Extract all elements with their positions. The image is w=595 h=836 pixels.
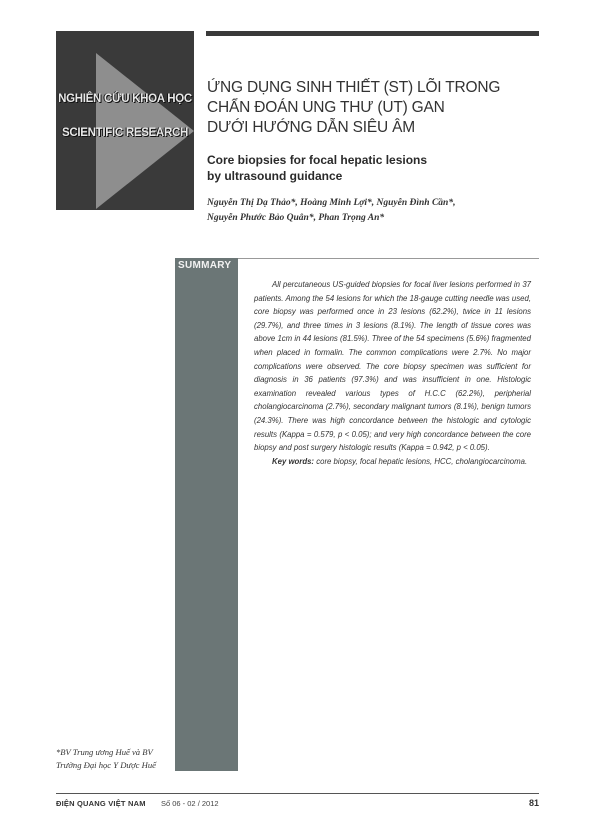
banner-label-vn: NGHIÊN CỨU KHOA HỌC — [58, 93, 192, 105]
keywords-label: Key words: — [272, 456, 315, 466]
title-vn-line: DƯỚI HƯỚNG DẪN SIÊU ÂM — [207, 119, 415, 136]
journal-name: ĐIỆN QUANG VIỆT NAM — [56, 799, 146, 808]
author-affiliation — [56, 746, 174, 772]
summary-body — [254, 278, 531, 468]
affiliation-line: Trường Đại học Y Dược Huế — [56, 760, 156, 770]
summary-paragraph: All percutaneous US-guided biopsies for focal liver lesions performed in 37 patients. Among the 54 lesions for which the 18-gauge cutting needle was used, core biopsy was performed once in 23 lesions (62.2%), twice in 11 lesions (29.7%), and three times in 3 lesions (8.1%). The length of tissue cores was above 1cm in 44 lesions (81.5%). Three of the 54 specimens (5.6%) fragmented when placed in formalin. The common complications were 2.7%. No major complications were observed. The core biopsy specimen was sufficient for diagnosis in 36 patients (97.3%) and was insufficient in one. Histologic examination revealed various types of H.C.C (62.2%), peripherial cholangiocarcinoma (2.7%), secondary malignant tumors (8.1%), benign tumors (24.3%). There was high concordance between the histologic and cytologic results (Kappa = 0.579, p < 0.05); and very high concordance between the core biopsy and post surgery histologic results (Kappa = 0.942, p < 0.05). — [254, 280, 531, 453]
banner-label-en: SCIENTIFIC RESEARCH — [62, 127, 188, 139]
header-rule — [206, 31, 539, 36]
author-line: Nguyễn Phước Bảo Quân*, Phan Trọng An* — [207, 213, 385, 223]
issue-number: Số 06 - 02 / 2012 — [161, 799, 219, 808]
summary-rule — [238, 258, 539, 259]
author-list — [207, 196, 537, 226]
section-banner — [56, 31, 194, 210]
title-vietnamese — [207, 78, 537, 138]
author-line: Nguyễn Thị Dạ Thảo*, Hoàng Minh Lợi*, Nguyễn Đình Cần*, — [207, 198, 456, 208]
title-english — [207, 152, 537, 184]
page-number: 81 — [528, 798, 539, 808]
keywords-text: core biopsy, focal hepatic lesions, HCC, cholangiocarcinoma. — [316, 456, 528, 466]
arrow-graphic — [56, 31, 194, 210]
title-en-line: by ultrasound guidance — [207, 169, 343, 183]
title-vn-line: ỨNG DỤNG SINH THIẾT (ST) LÕI TRONG — [207, 79, 501, 96]
summary-sidebar — [175, 258, 238, 771]
title-en-line: Core biopsies for focal hepatic lesions — [207, 153, 428, 167]
affiliation-line: *BV Trung ương Huế và BV — [56, 747, 153, 757]
keywords-paragraph — [254, 455, 531, 469]
title-vn-line: CHẨN ĐOÁN UNG THƯ (UT) GAN — [207, 99, 445, 116]
summary-heading: SUMMARY — [178, 260, 232, 271]
footer-rule — [56, 793, 539, 794]
